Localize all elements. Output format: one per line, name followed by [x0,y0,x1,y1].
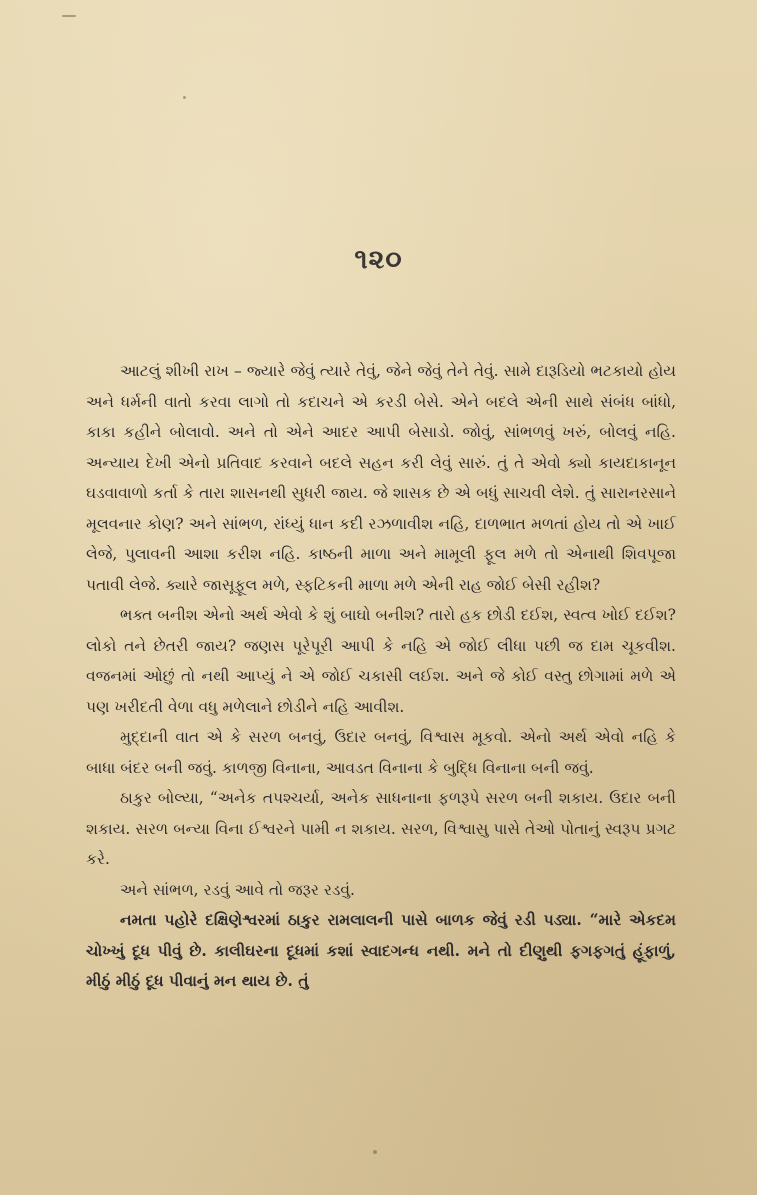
paragraph: નમતા પહોરે દક્ષિણેશ્વરમાં ઠાકુર રામલાલની પાસે બાળક જેવું રડી પડ્યા. “મારે એકદમ ચોખ્ખું દૂધ પીવું છે. કાલીઘરના દૂધમાં કશાં સ્વાદગન્ધ નથી. મને તો દીણુથી ફગફગતું હૂંફાળું, મીઠું મીઠું દૂધ પીવાનું મન થાય છે. તું [86,910,676,990]
paragraph: આટલું શીખી રાખ – જ્યારે જેવું ત્યારે તેવું, જેને જેવું તેને તેવું. સામે દારૂડિયો ભટકાયો હોય અને ધર્મની વાતો કરવા લાગો તો કદાચને એ કરડી બેસે. એને બદલે એની સાથે સંબંધ બાંધો, કાકા કહીને બોલાવો. અને તો એને આદર આપી બેસાડો. જોવું, સાંભળવું ખરું, બોલવું નહિ. અન્યાય દેખી એનો પ્રતિવાદ કરવાને બદલે સહન કરી લેવું સારું. તું તે એવો ક્યો કાયદાકાનૂન ઘડવાવાળો કર્તા કે તારા શાસનથી સુધરી જાય. જે શાસક છે એ બધું સાચવી લેશે. તું સારાનરસાને મૂલવનાર કોણ? અને સાંભળ, રાંધ્યું ધાન કદી રઝળાવીશ નહિ, દાળભાત મળતાં હોય તો એ ખાઈ લેજે, પુલાવની આશા કરીશ નહિ. કાષ્ઠની માળા અને મામૂલી ફૂલ મળે તો એનાથી શિવપૂજા પતાવી લેજે. ક્યારે જાસૂફૂલ મળે, સ્ફટિકની માળા મળે એની રાહ જોઈ બેસી રહીશ? [86,362,676,594]
ink-speck [62,15,76,17]
paragraph: ઠાકુર બોલ્યા, “અનેક તપશ્ચર્યા, અનેક સાધનાના ફળરૂપે સરળ બની શકાય. ઉદાર બની શકાય. સરળ બન્યા વિના ઈશ્વરને પામી ન શકાય. સરળ, વિશ્વાસુ પાસે તેઓ પોતાનું સ્વરૂપ પ્રગટ કરે. [86,789,676,868]
ink-speck [183,96,186,99]
page-number: ૧૨૦ [354,244,403,275]
paragraph: મુદ્દાની વાત એ કે સરળ બનવું, ઉદાર બનવું, વિશ્વાસ મૂકવો. એનો અર્થ એવો નહિ કે બાધા બંદર બની જવું. કાળજી વિનાના, આવડત વિનાના કે બુદ્ધિ વિનાના બની જવું. [86,728,676,777]
body-text [86,356,676,997]
paragraph: ભક્ત બનીશ એનો અર્થ એવો કે શું બાઘો બનીશ? તારો હક છોડી દઈશ, સ્વત્વ ખોઈ દઈશ? લોકો તને છેતરી જાય? જણસ પૂરેપૂરી આપી કે નહિ એ જોઈ લીધા પછી જ દામ ચૂકવીશ. વજનમાં ઓછું તો નથી આપ્યું ને એ જોઈ ચકાસી લઈશ. અને જે કોઈ વસ્તુ છોગામાં મળે એ પણ ખરીદતી વેળા વધુ મળેલાને છોડીને નહિ આવીશ. [86,606,676,716]
paragraph: અને સાંભળ, રડવું આવે તો જરૂર રડવું. [120,880,355,899]
ink-speck [373,1150,377,1154]
